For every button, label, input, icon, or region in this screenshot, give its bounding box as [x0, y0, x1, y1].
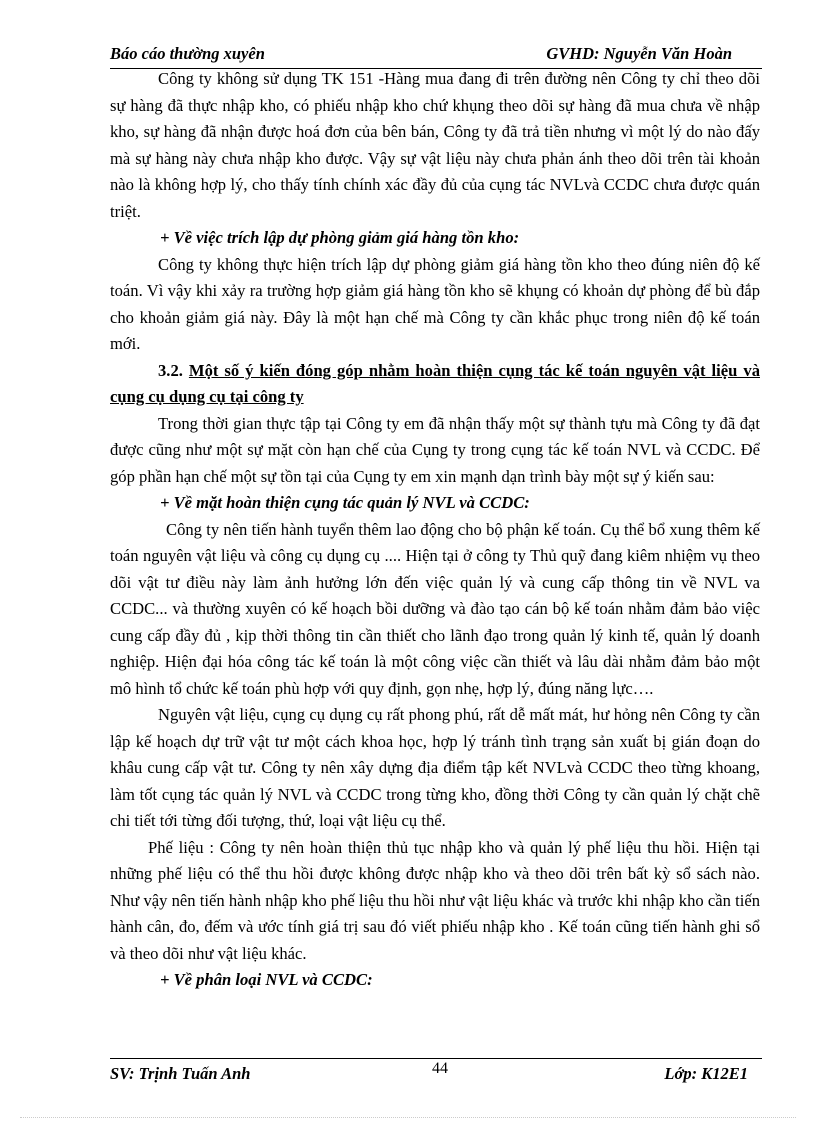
paragraph-scrap: Phế liệu : Công ty nên hoàn thiện thủ tục nhập kho và quản lý phế liệu thu hồi. Hiện tại những phế liệu có thể thu hồi được không được nhập kho và theo dõi trên bất kỳ sổ sách nào. Như vậy nên tiến hành nhập kho phế liệu thu hồi như vật liệu khác và trước khi nhập kho cần tiến hành cân, đo, đếm và ước tính giá trị sau đó viết phiếu nhập kho . Kế toán cũng tiến hành ghi sổ và theo dõi như vật liệu khác. [110, 837, 760, 963]
paragraph-intro: Trong thời gian thực tập tại Công ty em đã nhận thấy một sự thành tựu mà Công ty đã đạt được cũng như một sự mặt còn hạn chế của Cụng ty trong cụng tác kế toán NVL và CCDC. Để góp phần hạn chế một sự tồn tại của Cụng ty em xin mạnh dạn trình bày một sự ý kiến sau: [110, 413, 760, 486]
student-name: SV: Trịnh Tuấn Anh [110, 1064, 251, 1083]
paragraph-staffing: Công ty nên tiến hành tuyển thêm lao động cho bộ phận kế toán. Cụ thể bổ xung thêm kế toán nguyên vật liệu và công cụ dụng cụ .... Hiện tại ở công ty Thủ quỹ đang kiêm nhiệm vụ theo dõi vật tư điều này làm ảnh hưởng lớn đến việc quản lý và cung cấp thông tin về NVL va CCDC... và thường xuyên có kế hoạch bồi dưỡng và đào tạo cán bộ kế toán nhằm đảm bảo việc cung cấp đầy đủ , kịp thời thông tin cần thiết cho lãnh đạo trong quản lý kinh tế, quản lý doanh nghiệp. Hiện đại hóa công tác kế toán là một công việc cần thiết và lâu dài nhằm đảm bảo một mô hình tổ chức kế toán phù hợp với quy định, gọn nhẹ, hợp lý, đúng năng lực…. [110, 519, 760, 698]
subheading-classification: + Về phân loại NVL và CCDC: [160, 970, 373, 989]
paragraph-materials: Nguyên vật liệu, cụng cụ dụng cụ rất phong phú, rất dễ mất mát, hư hỏng nên Công ty cần lập kế hoạch dự trữ vật tư một cách khoa học, hợp lý tránh tình trạng sản xuất bị gián đoạn do khâu cung cấp vật tư. Công ty nên xây dựng địa điểm tập kết NVLvà CCDC theo từng khoang, làm tốt cụng tác quản lý NVL và CCDC trong từng kho, đồng thời Công ty cần quản lý chặt chẽ chi tiết tới từng đối tượng, thứ, loại vật liệu cụ thể. [110, 705, 760, 830]
section-heading [110, 358, 760, 411]
paragraph-provision: Công ty không thực hiện trích lập dự phòng giảm giá hàng tồn kho theo đúng niên độ kế toán. Vì vậy khi xảy ra trường hợp giảm giá hàng tồn kho sẽ khụng có khoản dự phòng để bù đắp cho khoản giảm giá này. Đây là một hạn chế mà Công ty cần khắc phục trong niên độ kế toán mới. [110, 254, 760, 353]
class-code: Lớp: K12E1 [664, 1064, 748, 1083]
page-bottom-dotted-line [20, 1117, 796, 1118]
section-title: Một số ý kiến đóng góp nhằm hoàn thiện cụng tác kế toán nguyên vật liệu và cụng cụ dụng cụ tại công ty [110, 360, 760, 406]
footer-divider [110, 1058, 762, 1059]
page-footer [110, 1060, 762, 1088]
report-title: Báo cáo thường xuyên [110, 44, 265, 63]
subheading-management: + Về mặt hoàn thiện cụng tác quản lý NVL và CCDC: [160, 493, 530, 512]
paragraph-tk151: Công ty không sử dụng TK 151 -Hàng mua đang đi trên đường nên Công ty chỉ theo dõi sự hàng đã thực nhập kho, có phiếu nhập kho chứ khụng theo dõi sự hàng đã mua chưa về nhập kho, sự hàng đã nhận được hoá đơn của bên bán, Công ty đã trả tiền nhưng vì một lý do nào đấy mà sự hàng này chưa nhập kho được. Vậy sự vật liệu này chưa phản ánh theo dõi trên tài khoản nào là không hợp lý, cho thấy tính chính xác đầy đủ của cụng tác NVLvà CCDC chưa được quán triệt. [110, 69, 760, 221]
page-number: 44 [432, 1060, 448, 1077]
document-body [110, 66, 760, 994]
subheading-provision: + Về việc trích lập dự phòng giảm giá hàng tồn kho: [160, 228, 520, 247]
supervisor-name: GVHD: Nguyễn Văn Hoàn [546, 44, 732, 63]
section-number: 3.2. [158, 360, 183, 380]
